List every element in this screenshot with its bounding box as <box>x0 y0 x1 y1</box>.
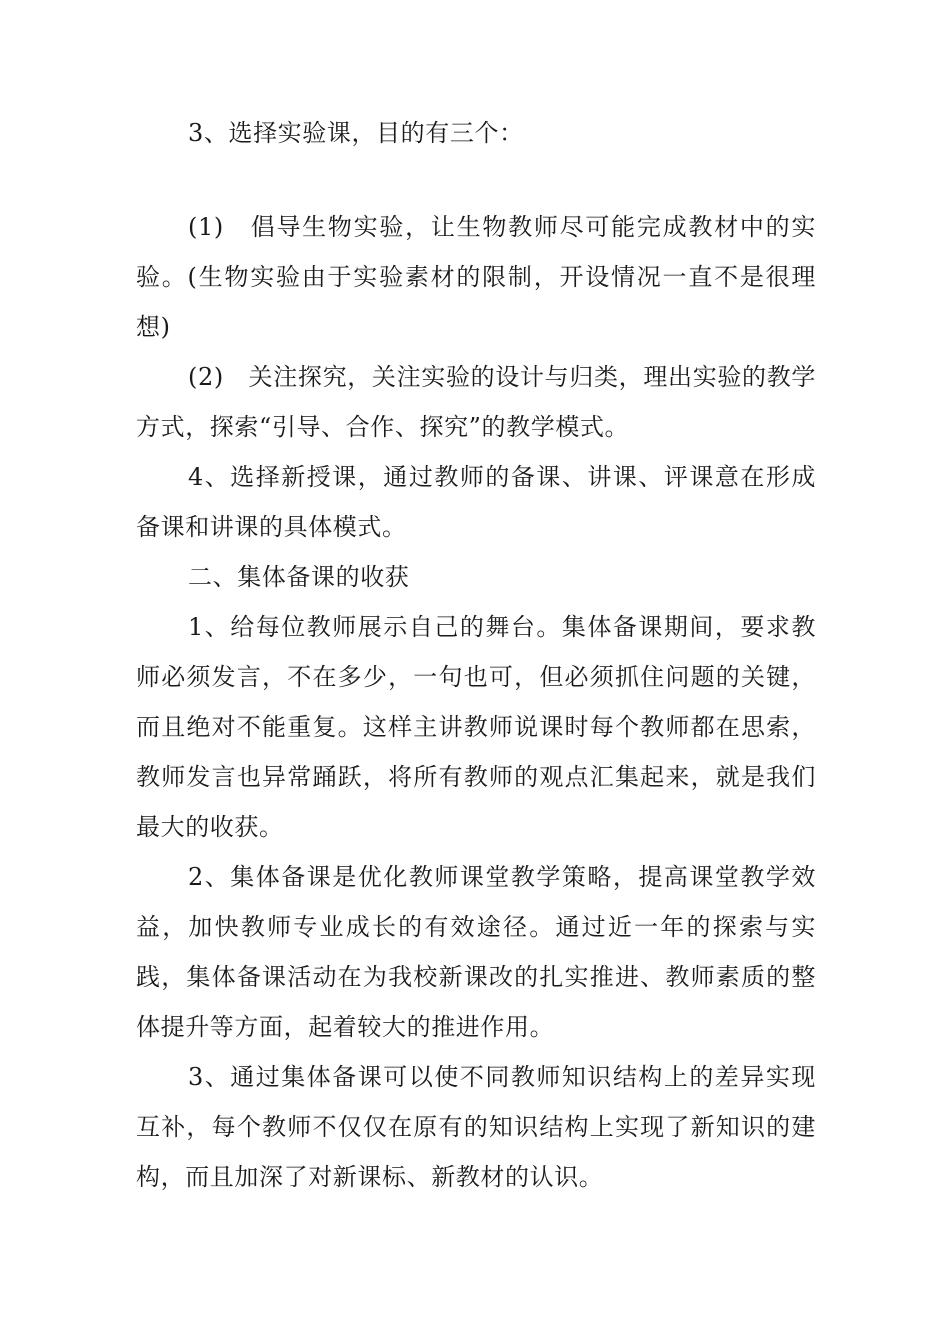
paragraph-purpose-2: (2) 关注探究，关注实验的设计与归类，理出实验的教学方式，探索“引导、合作、探究”的教学模式。 <box>136 363 816 441</box>
paragraph-gain-1: 1、给每位教师展示自己的舞台。集体备课期间，要求教师必须发言，不在多少，一句也可，但必须抓住问题的关键，而且绝对不能重复。这样主讲教师说课时每个教师都在思索，教师发言也异常踊跃，将所有教师的观点汇集起来，就是我们最大的收获。 <box>136 613 816 841</box>
paragraph-purpose-1: (1) 倡导生物实验，让生物教师尽可能完成教材中的实验。(生物实验由于实验素材的限制，开设情况一直不是很理想) <box>136 213 816 341</box>
paragraph-new-class: 4、选择新授课，通过教师的备课、讲课、评课意在形成备课和讲课的具体模式。 <box>136 463 816 541</box>
document-body <box>136 108 816 1202</box>
paragraph-gain-2: 2、集体备课是优化教师课堂教学策略，提高课堂教学效益，加快教师专业成长的有效途径。通过近一年的探索与实践，集体备课活动在为我校新课改的扎实推进、教师素质的整体提升等方面，起着较大的推进作用。 <box>136 863 816 1041</box>
paragraph-gain-3: 3、通过集体备课可以使不同教师知识结构上的差异实现互补，每个教师不仅仅在原有的知识结构上实现了新知识的建构，而且加深了对新课标、新教材的认识。 <box>136 1063 816 1191</box>
paragraph-experiment-class: 3、选择实验课，目的有三个： <box>188 119 524 147</box>
section-heading-gains: 二、集体备课的收获 <box>188 563 410 591</box>
